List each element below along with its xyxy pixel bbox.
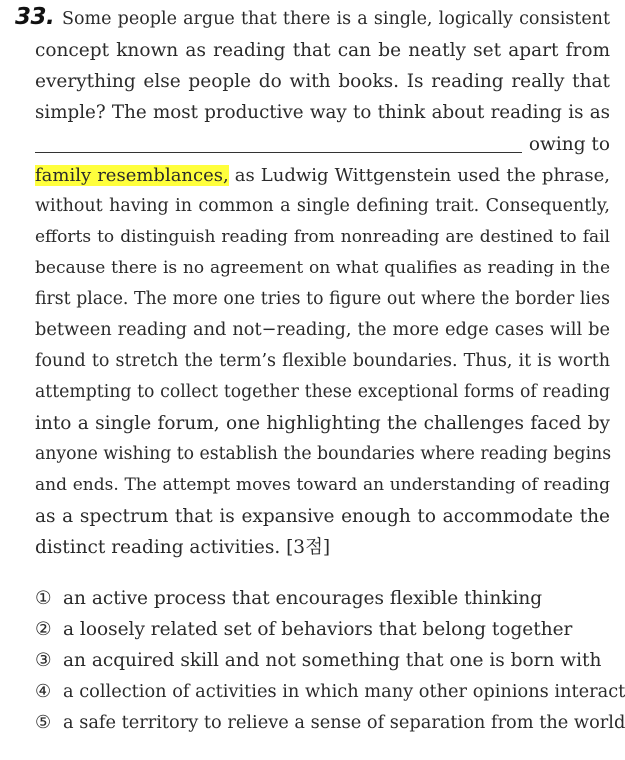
highlighted-phrase: family resemblances, — [35, 165, 229, 186]
option-number: ① — [35, 588, 52, 609]
passage-line: into a single forum, one highlighting the challenges faced by — [35, 413, 610, 434]
passage-line: because there is no agreement on what qualifies as reading in the — [35, 258, 610, 278]
option-number: ② — [35, 619, 52, 640]
passage-line — [35, 160, 610, 191]
passage-line: between reading and not−reading, the more edge cases will be — [35, 320, 610, 340]
option-text: a loosely related set of behaviors that belong together — [63, 619, 573, 640]
answer-option-2[interactable] — [35, 614, 572, 645]
option-text: a collection of activities in which many other opinions interact — [63, 682, 625, 702]
option-text: an active process that encourages flexible thinking — [63, 588, 543, 609]
passage-line: efforts to distinguish reading from nonreading are destined to fail — [35, 227, 610, 247]
question-number: 33. — [15, 4, 55, 30]
answer-option-1[interactable] — [35, 583, 542, 614]
passage-line: concept known as reading that can be neatly set apart from — [35, 40, 610, 61]
option-number: ④ — [35, 682, 51, 702]
passage-line: and ends. The attempt moves toward an understanding of reading — [35, 475, 610, 495]
option-number: ⑤ — [35, 713, 51, 733]
passage-line: everything else people do with books. Is reading really that — [35, 71, 610, 92]
answer-option-3[interactable] — [35, 645, 601, 676]
passage-line: attempting to collect together these exceptional forms of reading — [35, 382, 610, 402]
passage-line: without having in common a single defining trait. Consequently, — [35, 196, 610, 216]
option-number: ③ — [35, 650, 52, 671]
passage-line: found to stretch the term’s flexible boundaries. Thus, it is worth — [35, 351, 610, 371]
passage-line: anyone wishing to establish the boundaries where reading begins — [35, 444, 612, 464]
option-text: a safe territory to relieve a sense of separation from the world — [63, 713, 625, 733]
passage-fragment: owing to — [528, 134, 610, 155]
answer-blank — [35, 152, 522, 153]
passage-line: as a spectrum that is expansive enough to accommodate the — [35, 506, 610, 527]
passage-line: simple? The most productive way to think about reading is as — [35, 102, 610, 123]
passage-line: first place. The more one tries to figure out where the border lies — [35, 289, 610, 309]
passage-line: Some people argue that there is a single, logically consistent — [62, 9, 610, 29]
passage-fragment: as Ludwig Wittgenstein used the phrase, — [228, 165, 610, 186]
option-text: an acquired skill and not something that one is born with — [63, 650, 602, 671]
answer-option-4[interactable] — [35, 677, 625, 708]
passage-line: distinct reading activities. [3점] — [35, 537, 331, 558]
answer-blank-line — [35, 129, 610, 160]
answer-option-5[interactable] — [35, 708, 625, 739]
